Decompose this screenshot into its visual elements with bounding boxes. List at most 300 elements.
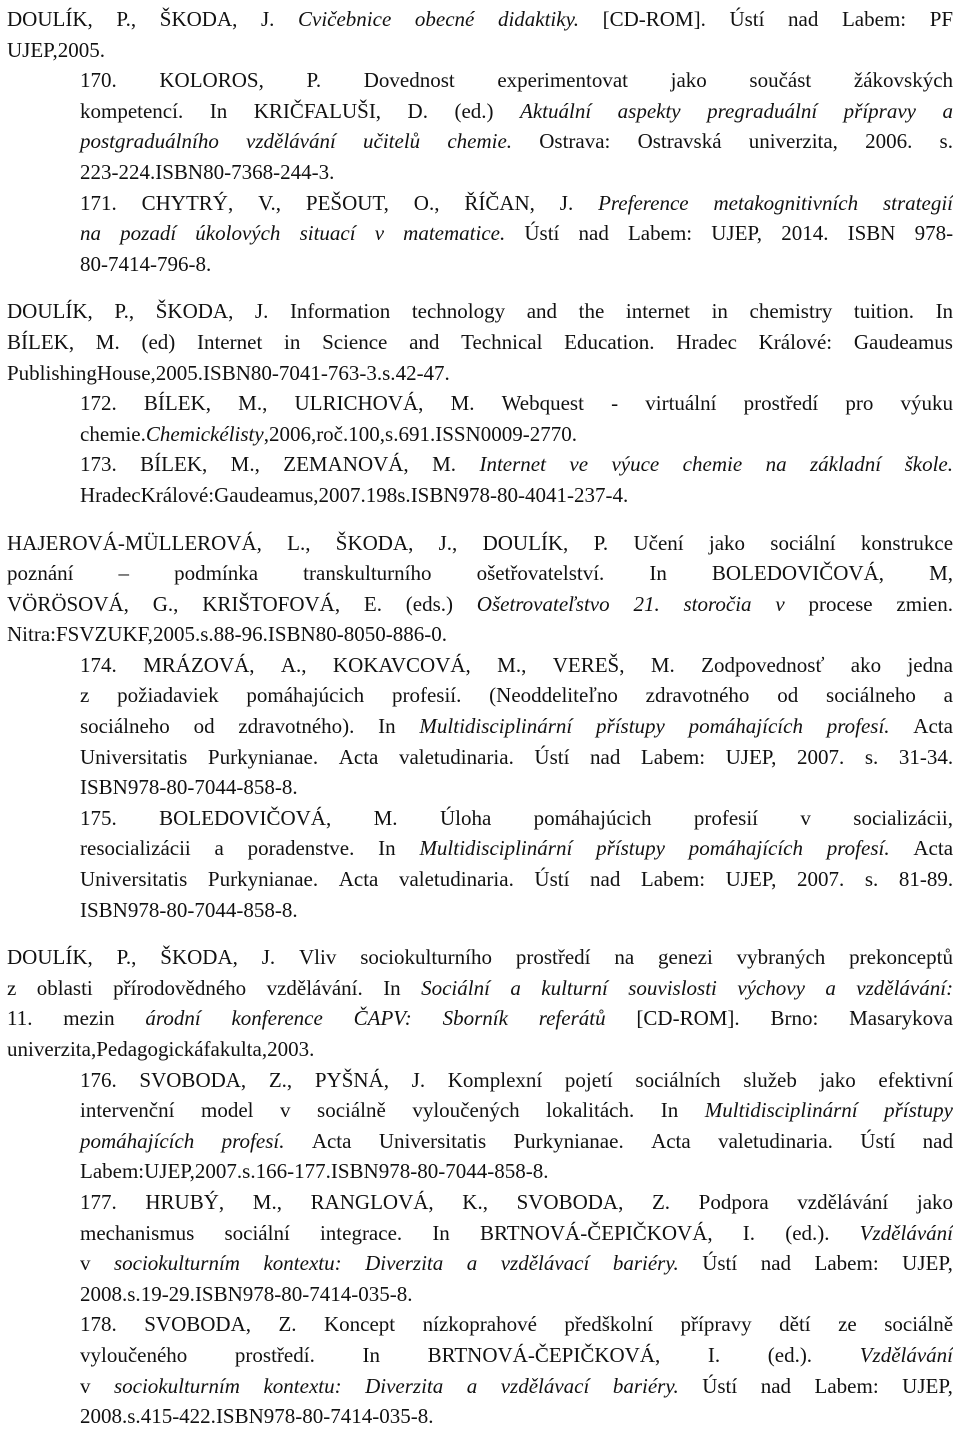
word-gap: [791, 1371, 814, 1402]
bibliography-line: [7, 188, 953, 219]
text-word: HRUBÝ,: [145, 1189, 225, 1214]
word-gap: [175, 327, 197, 358]
text-word: ISBN: [267, 622, 316, 647]
word-gap: [391, 4, 415, 35]
text-word: 2007.: [796, 744, 845, 769]
word-gap: [832, 327, 854, 358]
word-gap: [274, 4, 298, 35]
text-word: DOULÍK,: [7, 299, 93, 324]
text-word: In: [362, 1342, 380, 1367]
word-gap: [255, 650, 281, 681]
text-word: M.,: [230, 452, 260, 477]
word-gap: [492, 942, 516, 973]
text-word: Masarykova: [849, 1006, 953, 1031]
word-gap: [402, 1218, 432, 1249]
text-word: Gaudeamus,: [214, 482, 319, 507]
word-gap: [737, 327, 759, 358]
text-word: M.: [650, 652, 675, 677]
word-gap: [832, 296, 854, 327]
text-word: ZEMANOVÁ,: [283, 452, 409, 477]
word-gap: [722, 126, 749, 157]
text-word: přípravy: [680, 1312, 752, 1337]
text-word: přípravy: [843, 98, 916, 123]
word-gap: [679, 1248, 702, 1279]
text-word: 172.: [80, 391, 117, 416]
text-word: Purkynianae.: [513, 1128, 624, 1153]
text-word: VEREŠ,: [552, 652, 625, 677]
word-gap: [737, 1248, 760, 1279]
word-gap: [836, 528, 861, 559]
text-word: 88-96.: [213, 622, 268, 647]
text-word: model: [200, 1098, 254, 1123]
word-gap: [267, 388, 294, 419]
text-word: jako: [670, 68, 707, 93]
text-word: Labem:: [80, 1159, 145, 1184]
word-gap: [251, 1309, 278, 1340]
text-word: v: [80, 1373, 91, 1398]
bibliography-line: [7, 65, 953, 96]
text-word: od: [777, 683, 799, 708]
word-gap: [546, 449, 569, 480]
text-word: nad: [922, 1128, 953, 1153]
text-word: jako: [819, 1067, 856, 1092]
word-gap: [183, 96, 209, 127]
word-gap: [888, 1187, 917, 1218]
text-word: sociálních: [635, 1067, 721, 1092]
text-word: bariéry.: [612, 1373, 679, 1398]
word-gap: [227, 96, 253, 127]
word-gap: [912, 126, 939, 157]
word-gap: [762, 218, 781, 249]
word-gap: [396, 711, 420, 742]
text-word: 2007.: [318, 482, 366, 507]
word-gap: [737, 1371, 760, 1402]
word-gap: [93, 4, 117, 35]
word-gap: [675, 650, 701, 681]
word-gap: [262, 327, 284, 358]
word-gap: [707, 65, 750, 96]
bibliography-line: [7, 327, 953, 358]
text-word: BRTNOVÁ-ČEPIČKOVÁ,: [479, 1220, 713, 1245]
text-word: P.: [593, 530, 609, 555]
text-word: Chemické: [145, 421, 229, 446]
text-word: ve: [569, 452, 589, 477]
text-word: s.: [397, 482, 411, 507]
word-gap: [833, 1126, 860, 1157]
word-gap: [420, 126, 447, 157]
word-gap: [758, 803, 800, 834]
text-word: Science: [322, 329, 388, 354]
text-word: Ústí: [534, 744, 570, 769]
text-word: BÍLEK,: [143, 391, 211, 416]
bibliography-line: [7, 1126, 953, 1157]
text-word: tuition.: [853, 299, 914, 324]
text-word: služeb: [743, 1067, 797, 1092]
word-gap: [720, 1340, 768, 1371]
word-gap: [825, 942, 849, 973]
word-gap: [520, 1095, 547, 1126]
text-word: In: [378, 836, 396, 861]
bibliography-line: [7, 650, 953, 681]
word-gap: [115, 1003, 146, 1034]
text-word: ISBN: [215, 1404, 264, 1429]
word-gap: [604, 296, 626, 327]
word-gap: [706, 4, 730, 35]
word-gap: [432, 558, 477, 589]
text-word: univerzita,: [748, 129, 838, 154]
word-gap: [32, 1003, 63, 1034]
text-word: kompetencí.: [80, 98, 184, 123]
word-gap: [207, 449, 230, 480]
word-gap: [412, 1003, 443, 1034]
word-gap: [224, 833, 248, 864]
word-gap: [386, 1095, 413, 1126]
bibliography-line: [7, 833, 953, 864]
text-word: Universitatis: [378, 1128, 487, 1153]
text-word: Universitatis: [80, 744, 188, 769]
word-gap: [434, 1187, 463, 1218]
text-word: pojetí: [564, 1067, 613, 1092]
word-gap: [342, 1371, 365, 1402]
text-word: V.,: [258, 190, 282, 215]
text-word: in: [711, 299, 728, 324]
text-word: Labem:: [640, 867, 706, 892]
word-gap: [354, 833, 378, 864]
word-gap: [117, 650, 143, 681]
text-word: ŘÍČAN,: [464, 190, 535, 215]
word-gap: [879, 1248, 902, 1279]
text-word: vzdělávání.: [266, 975, 363, 1000]
text-word: 2005.: [155, 360, 204, 385]
word-gap: [559, 218, 578, 249]
text-word: přístupy: [884, 1098, 953, 1123]
text-word: listy: [228, 421, 264, 446]
word-gap: [240, 1371, 263, 1402]
text-word: matematice.: [403, 221, 506, 246]
text-word: na: [614, 945, 635, 970]
word-gap: [315, 1340, 363, 1371]
text-word: Sborník: [442, 1006, 508, 1031]
text-word: jako: [916, 1189, 953, 1214]
text-word: [CD-ROM].: [636, 1006, 740, 1031]
text-word: 80-7414-796-8.: [80, 251, 212, 276]
text-word: Labem:: [841, 7, 907, 31]
text-word: obecné: [414, 7, 475, 31]
word-gap: [477, 1371, 500, 1402]
word-gap: [354, 711, 378, 742]
text-word: Labem:: [627, 221, 693, 246]
word-gap: [297, 1309, 324, 1340]
word-gap: [610, 589, 634, 620]
word-gap: [246, 1065, 269, 1096]
word-gap: [93, 973, 113, 1004]
word-gap: [634, 1095, 661, 1126]
text-word: ŠKODA,: [159, 7, 238, 31]
text-word: s.: [242, 1159, 256, 1184]
word-gap: [838, 126, 865, 157]
text-word: žákovských: [853, 68, 953, 93]
text-word: J.: [411, 1067, 426, 1092]
word-gap: [340, 589, 364, 620]
text-word: P.,: [114, 299, 135, 324]
bibliography-line: [7, 1065, 953, 1096]
word-gap: [477, 1248, 500, 1279]
text-word: In: [383, 975, 401, 1000]
text-word: internet: [625, 299, 690, 324]
text-word: integrace.: [319, 1220, 403, 1245]
text-word: I.: [742, 1220, 756, 1245]
bibliography-line: [7, 772, 953, 803]
text-word: sociální: [224, 1220, 290, 1245]
text-word: od: [193, 714, 215, 739]
text-word: přístupy: [596, 836, 665, 861]
text-word: Information: [289, 299, 391, 324]
text-word: Ústí: [729, 7, 765, 31]
text-word: M.,: [497, 652, 527, 677]
text-word: efektivní: [878, 1067, 953, 1092]
bibliography-line: [7, 449, 953, 480]
word-gap: [906, 4, 930, 35]
text-word: a: [466, 1373, 478, 1398]
text-word: M.: [373, 805, 398, 830]
word-gap: [471, 650, 497, 681]
text-word: 978-80-4041-237-4.: [458, 482, 629, 507]
text-word: v: [374, 221, 385, 246]
text-word: UJEP,: [725, 867, 777, 892]
word-gap: [667, 558, 712, 589]
word-gap: [713, 1218, 743, 1249]
word-gap: [745, 528, 770, 559]
text-word: Ústí: [702, 1373, 738, 1398]
text-word: ze: [838, 1312, 857, 1337]
word-gap: [117, 65, 160, 96]
word-gap: [776, 864, 797, 895]
word-gap: [268, 296, 290, 327]
text-word: Acta: [338, 744, 379, 769]
word-gap: [187, 1340, 235, 1371]
word-gap: [679, 1371, 702, 1402]
word-gap: [818, 4, 842, 35]
word-gap: [364, 680, 392, 711]
word-gap: [569, 864, 590, 895]
word-gap: [474, 4, 498, 35]
word-gap: [174, 1095, 201, 1126]
word-gap: [455, 65, 498, 96]
text-word: M.,: [252, 1189, 282, 1214]
entry-spacer: [7, 511, 953, 528]
text-word: 978-80-7414-035-8.: [263, 1404, 434, 1429]
word-gap: [879, 1371, 902, 1402]
word-gap: [351, 1126, 378, 1157]
text-word: vzdělávání:: [856, 975, 953, 1000]
word-gap: [282, 1187, 311, 1218]
text-word: 978-: [914, 221, 953, 246]
word-gap: [381, 96, 407, 127]
text-word: pomáhajúcich: [246, 683, 365, 708]
word-gap: [705, 864, 726, 895]
text-word: BOLEDOVIČOVÁ,: [159, 805, 332, 830]
text-word: vyloučeného: [80, 1342, 188, 1367]
word-gap: [608, 528, 633, 559]
text-word: in: [284, 329, 301, 354]
text-word: škole.: [904, 452, 953, 477]
text-word: G.,: [152, 591, 179, 616]
text-word: sociokulturním: [113, 1251, 240, 1276]
text-word: ošetřovatelství.: [476, 561, 605, 586]
text-word: Koncept: [324, 1312, 396, 1337]
word-gap: [660, 589, 684, 620]
word-gap: [409, 449, 432, 480]
word-gap: [914, 296, 936, 327]
word-gap: [238, 942, 262, 973]
word-gap: [916, 96, 942, 127]
text-word: vyloučených: [412, 1098, 520, 1123]
text-word: 691.: [398, 421, 436, 446]
text-word: 2008.: [80, 1281, 128, 1306]
word-gap: [542, 327, 564, 358]
text-word: PYŠNÁ,: [314, 1067, 389, 1092]
text-word: J.: [559, 190, 574, 215]
text-word: ISBN: [330, 1159, 379, 1184]
text-word: prostředí: [515, 945, 591, 970]
text-word: Sociální: [421, 975, 490, 1000]
word-gap: [456, 449, 479, 480]
text-word: přírodovědného: [113, 975, 247, 1000]
text-word: ako: [850, 652, 882, 677]
word-gap: [557, 296, 579, 327]
word-gap: [579, 4, 603, 35]
text-word: KOLOROS,: [159, 68, 264, 93]
word-gap: [537, 1309, 564, 1340]
text-word: chemie: [682, 452, 743, 477]
text-word: pregraduální: [707, 98, 818, 123]
word-gap: [568, 528, 593, 559]
word-gap: [390, 296, 412, 327]
text-word: M.: [450, 391, 475, 416]
text-word: poradenstve.: [247, 836, 355, 861]
word-gap: [651, 803, 693, 834]
word-gap: [395, 1309, 422, 1340]
text-word: Publishing: [7, 360, 97, 385]
text-word: ČAPV:: [353, 1006, 412, 1031]
word-gap: [873, 589, 897, 620]
text-word: Multidisciplinární: [419, 714, 573, 739]
text-word: (Neoddeliteľno: [489, 683, 618, 708]
word-gap: [117, 1187, 146, 1218]
bibliography-line: [7, 388, 953, 419]
text-word: árodní: [145, 1006, 201, 1031]
text-word: socializácii,: [853, 805, 953, 830]
text-word: aspekty: [617, 98, 681, 123]
text-word: P.,: [116, 945, 137, 970]
word-gap: [881, 449, 904, 480]
word-gap: [253, 1095, 280, 1126]
text-word: UJEP,: [902, 1251, 953, 1276]
text-word: Diverzita: [365, 1251, 444, 1276]
bibliography-line: [7, 1218, 953, 1249]
text-word: roč.: [316, 421, 349, 446]
word-gap: [655, 327, 677, 358]
text-word: Labem:: [640, 744, 706, 769]
text-word: Acta: [338, 867, 379, 892]
text-word: MRÁZOVÁ,: [143, 652, 255, 677]
text-word: 978-80-7044-858-8.: [127, 897, 298, 922]
word-gap: [219, 126, 246, 157]
word-gap: [608, 973, 628, 1004]
bibliography-line: [7, 1003, 953, 1034]
word-gap: [670, 1187, 699, 1218]
bibliography-line: [7, 1309, 953, 1340]
word-gap: [844, 742, 865, 773]
text-word: Králové:: [140, 482, 215, 507]
word-gap: [812, 1340, 860, 1371]
word-gap: [201, 1003, 232, 1034]
bibliography-line: [7, 942, 953, 973]
word-gap: [764, 4, 788, 35]
word-gap: [752, 589, 776, 620]
word-gap: [117, 1309, 144, 1340]
bibliography-line: [7, 218, 953, 249]
text-word: Diverzita: [365, 1373, 444, 1398]
word-gap: [717, 973, 737, 1004]
text-word: chemistry: [749, 299, 833, 324]
text-word: strategií: [882, 190, 953, 215]
bibliography-line: [7, 1095, 953, 1126]
text-word: 2005.: [57, 37, 106, 62]
text-word: 178.: [80, 1312, 117, 1337]
text-word: technology: [411, 299, 506, 324]
text-word: konstrukce: [860, 530, 953, 555]
word-gap: [494, 96, 520, 127]
word-gap: [211, 388, 238, 419]
text-word: Zodpovednosť: [701, 652, 825, 677]
word-gap: [721, 1065, 744, 1096]
text-word: E.: [363, 591, 382, 616]
word-gap: [215, 711, 239, 742]
text-word: v: [775, 591, 785, 616]
text-word: s.: [127, 1404, 141, 1429]
word-gap: [785, 589, 809, 620]
word-gap: [856, 1065, 879, 1096]
word-gap: [797, 1065, 820, 1096]
word-gap: [873, 388, 900, 419]
word-gap: [665, 833, 689, 864]
word-gap: [623, 1187, 652, 1218]
text-word: referátů: [538, 1006, 606, 1031]
word-gap: [660, 1340, 708, 1371]
text-word: In: [649, 561, 667, 586]
word-gap: [740, 1003, 771, 1034]
word-gap: [194, 1218, 224, 1249]
word-gap: [787, 449, 810, 480]
text-word: UJEP,: [7, 37, 58, 62]
text-word: 978-80-7044-858-8.: [378, 1159, 549, 1184]
word-gap: [307, 650, 333, 681]
word-gap: [692, 218, 711, 249]
text-word: A.,: [280, 652, 307, 677]
bibliography-line: [7, 528, 953, 559]
text-word: 81-89.: [898, 867, 953, 892]
text-word: BÍLEK,: [140, 452, 208, 477]
text-word: Vzdělávání: [859, 1220, 953, 1245]
text-word: UJEP,: [711, 221, 763, 246]
word-gap: [486, 1126, 513, 1157]
word-gap: [776, 742, 797, 773]
text-word: M.: [432, 452, 457, 477]
bibliography-line: [7, 619, 953, 650]
word-gap: [628, 65, 671, 96]
word-gap: [425, 1065, 448, 1096]
